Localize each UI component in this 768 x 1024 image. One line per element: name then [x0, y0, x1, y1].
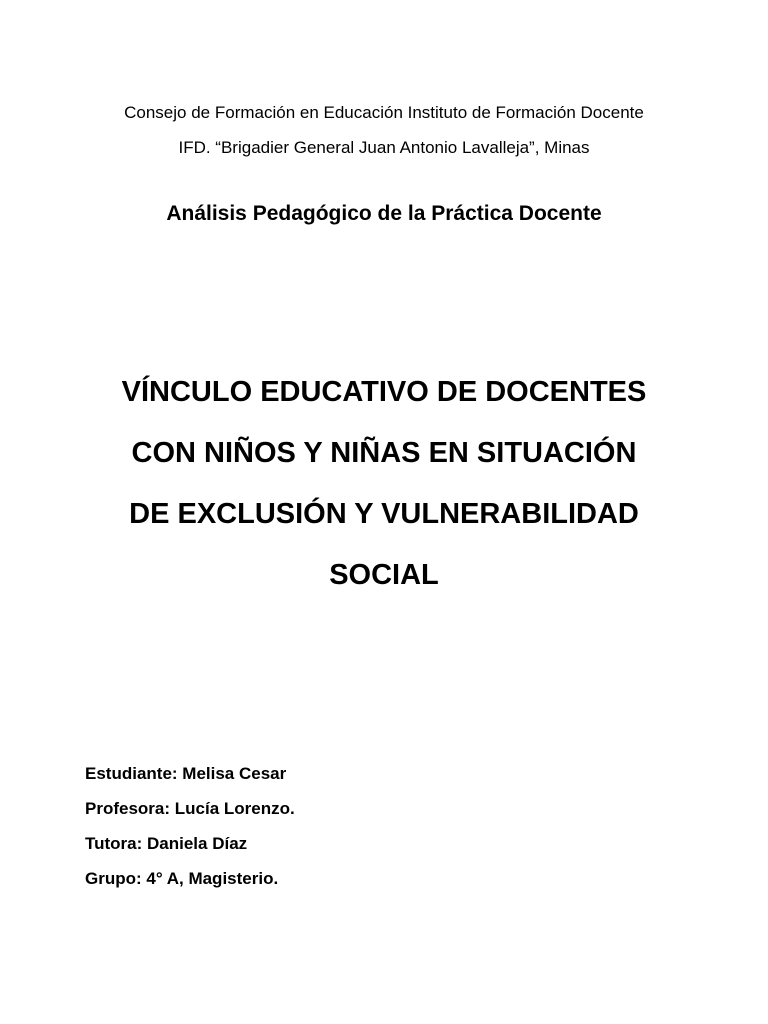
title-line-3: DE EXCLUSIÓN Y VULNERABILIDAD [129, 498, 639, 530]
document-title [0, 370, 768, 614]
title-line-2: CON NIÑOS Y NIÑAS EN SITUACIÓN [131, 437, 637, 469]
institution-line-1: Consejo de Formación en Educación Instituto de Formación Docente [124, 103, 644, 122]
author-info [85, 764, 295, 904]
group-label: Grupo: 4° A, Magisterio. [85, 869, 279, 888]
tutor-name: Tutora: Daniela Díaz [85, 834, 248, 853]
title-line-4: SOCIAL [329, 559, 439, 591]
document-subtitle: Análisis Pedagógico de la Práctica Docente [166, 202, 602, 225]
title-line-1: VÍNCULO EDUCATIVO DE DOCENTES [121, 376, 647, 408]
professor-name: Profesora: Lucía Lorenzo. [85, 799, 295, 818]
institution-line-2: IFD. “Brigadier General Juan Antonio Lavalleja”, Minas [178, 138, 590, 157]
student-name: Estudiante: Melisa Cesar [85, 764, 287, 783]
